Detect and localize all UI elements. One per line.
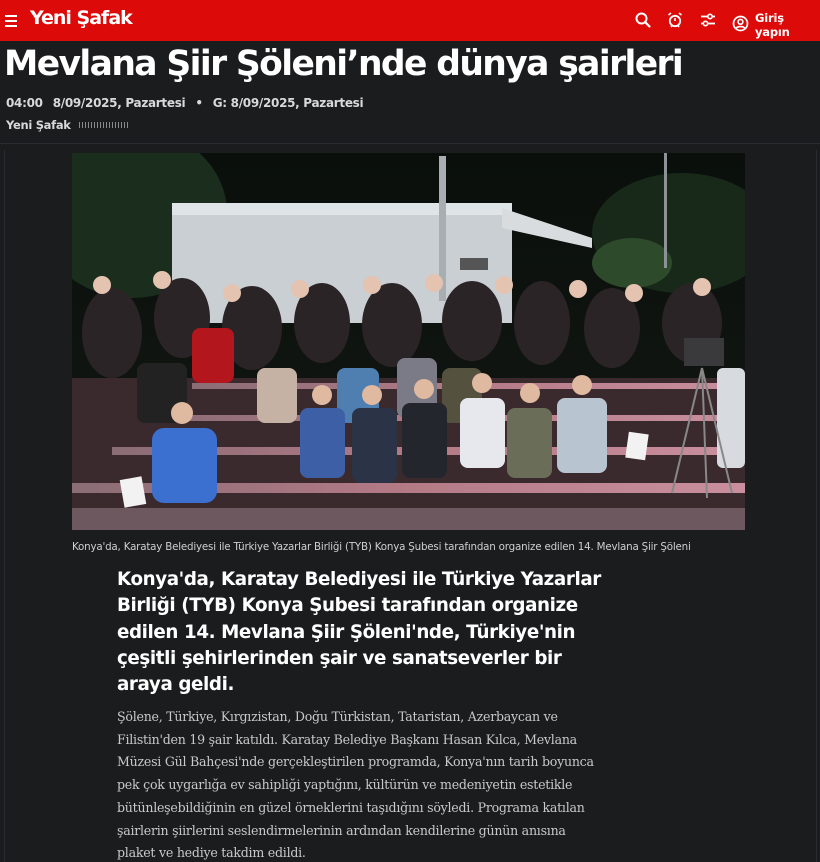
header-divider [0, 143, 820, 144]
article-title: Mevlana Şiir Şöleni’nde dünya şairleri [4, 44, 683, 84]
hamburger-icon[interactable] [4, 11, 22, 29]
site-logo[interactable]: Yeni Şafak [30, 7, 132, 29]
sliders-icon[interactable] [699, 11, 717, 29]
separator-dot: • [195, 96, 203, 110]
article-body: Şölene, Türkiye, Kırgızistan, Doğu Türkistan, Tataristan, Azerbaycan ve Filistin'den 19 şair katıldı. Karatay Belediye Başkanı Hasan Kılca, Mevlana Müzesi Gül Bahçesi'nde gerçekleştirilen programda, Konya'nın tarih boyunca pek çok uygarlığa ev sahipliği yaptığını, kültürün ve medeniyetin estetikle bütünleşebildiğinin en güzel örneklerini taşıdığını söyledi. Programa katılan şairlerin şiirlerini seslendirmelerinin ardından kendilerine günün anısına plaket ve hediye takdim edildi. [117, 709, 594, 861]
content-rail-left [4, 150, 5, 862]
article-lead: Konya'da, Karatay Belediyesi ile Türkiye Yazarlar Birliği (TYB) Konya Şubesi tarafından organize edilen 14. Mevlana Şiir Şöleni'nde, Türkiye'nin çeşitli şehirlerinden şair ve sanatseverler bir araya geldi. [117, 569, 601, 696]
signin-label: Giriş yapın [755, 11, 790, 39]
signin-button[interactable] [732, 11, 820, 39]
user-circle-icon [732, 15, 749, 36]
publish-date: 8/09/2025, Pazartesi [52, 96, 186, 110]
update-date: G: 8/09/2025, Pazartesi [212, 96, 364, 110]
content-rail-right [816, 150, 817, 862]
alarm-icon[interactable] [666, 11, 684, 29]
photo-caption: Konya'da, Karatay Belediyesi ile Türkiye Yazarlar Birliği (TYB) Konya Şubesi tarafından organize edilen 14. Mevlana Şiir Şöleni [72, 541, 691, 553]
article-meta [6, 96, 363, 110]
top-navigation-bar [0, 0, 820, 41]
search-icon[interactable] [634, 11, 652, 29]
source-name[interactable]: Yeni Şafak [6, 118, 71, 132]
article-photo[interactable] [72, 153, 745, 530]
publish-time: 04:00 [6, 96, 43, 110]
article-source [6, 118, 129, 132]
source-decoration [79, 122, 129, 128]
